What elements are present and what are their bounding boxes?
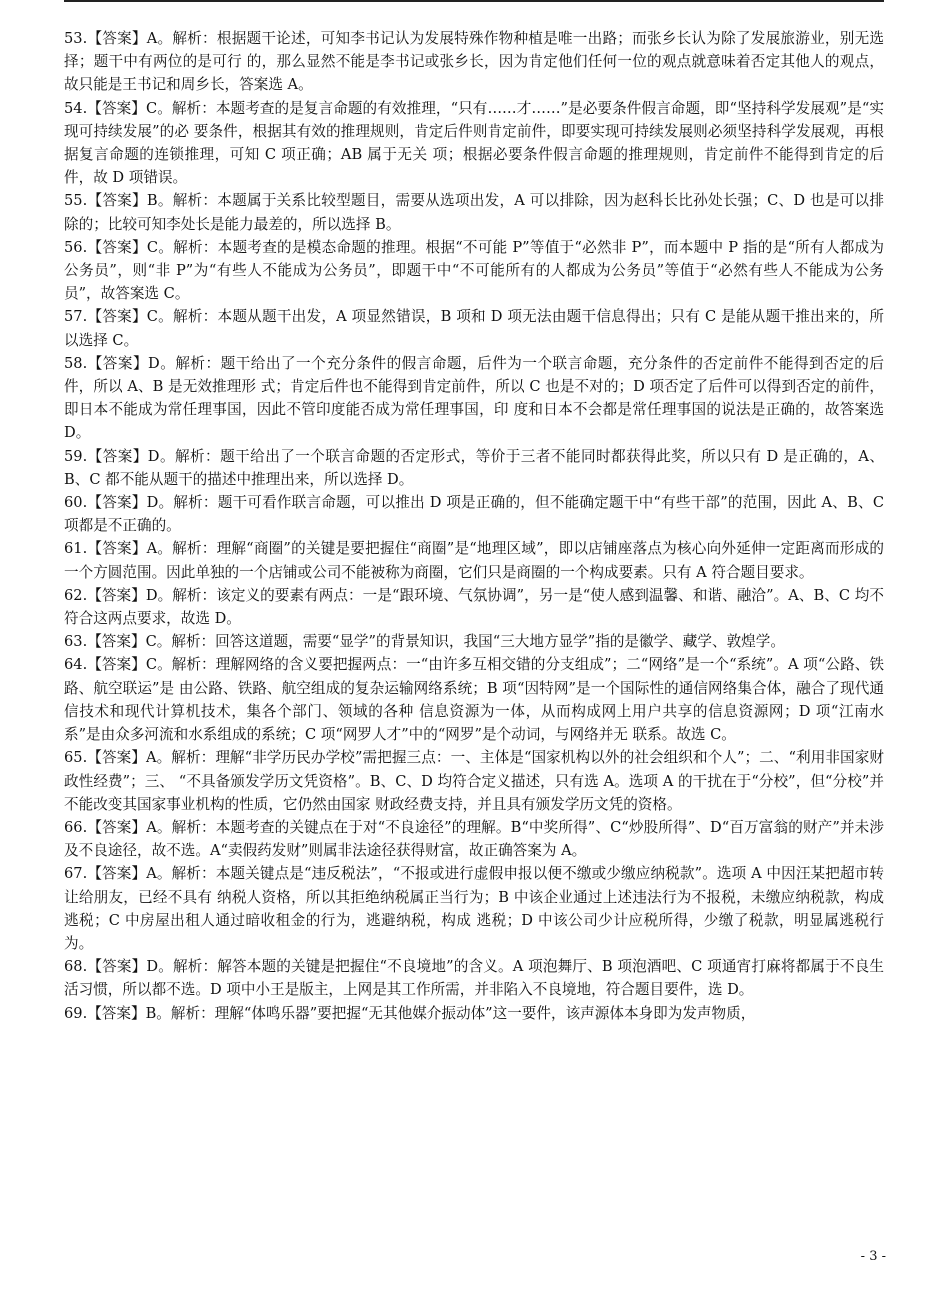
answer-63: 63.【答案】C。解析：回答这道题，需要“显学”的背景知识，我国“三大地方显学”指的是徽学、藏学、敦煌学。 [64, 633, 785, 651]
answer-68: 68.【答案】D。解析：解答本题的关键是把握住“不良境地”的含义。A 项泡舞厅、B 项泡酒吧、C 项通宵打麻将都属于不良生活习惯，所以都不选。D 项中小王是版主，上网是其工作所需，并非陷入不良境地，符合题目要件，选 D。 [64, 958, 884, 999]
answer-65: 65.【答案】A。解析：理解“非学历民办学校”需把握三点：一、主体是“国家机构以外的社会组织和个人”；二、“利用非国家财政性经费”；三、 “不具备颁发学历文凭资格”。B、C、D 均符合定义描述，只有选 A。选项 A 的干扰在于“分校”，但“分校”并不能改变其国家事业机构的性质，它仍然由国家 财政经费支持，并且具有颁发学历文凭的资格。 [64, 749, 884, 813]
answer-67: 67.【答案】A。解析：本题关键点是“违反税法”，“不报或进行虚假申报以便不缴或少缴应纳税款”。选项 A 中因汪某把超市转让给朋友，已经不具有 纳税人资格，所以其拒绝纳税属正当行为；B 中该企业通过上述违法行为不报税，未缴应纳税款，构成逃税；C 中房屋出租人通过暗收租金的行为，逃避纳税，构成 逃税；D 中该公司少计应税所得，少缴了税款，明显属逃税行为。 [64, 865, 884, 952]
answer-69: 69.【答案】B。解析：理解“体鸣乐器”要把握“无其他媒介振动体”这一要件，该声源体本身即为发声物质， [64, 1004, 756, 1022]
answer-57: 57.【答案】C。解析：本题从题干出发，A 项显然错误，B 项和 D 项无法由题干信息得出；只有 C 是能从题干推出来的，所以选择 C。 [64, 308, 884, 349]
answer-60: 60.【答案】D。解析：题干可看作联言命题，可以推出 D 项是正确的，但不能确定题干中“有些干部”的范围，因此 A、B、C 项都是不正确的。 [64, 494, 884, 535]
answer-54: 54.【答案】C。解析：本题考查的是复言命题的有效推理，“只有……才……”是必要条件假言命题，即“坚持科学发展观”是“实现可持续发展”的必 要条件，根据其有效的推理规则，肯定后件则肯定前件，即要实现可持续发展则必须坚持科学发展观，再根据复言命题的连锁推理，可知 C 项正确；AB 属于无关 项；根据必要条件假言命题的推理规则，肯定前件不能得到肯定的后件，故 D 项错误。 [64, 99, 884, 187]
page-number: - 3 - [860, 1249, 886, 1264]
answer-64: 64.【答案】C。解析：理解网络的含义要把握两点：一“由许多互相交错的分支组成”；二“网络”是一个“系统”。A 项“公路、铁路、航空联运”是 由公路、铁路、航空组成的复杂运输网络系统；B 项“因特网”是一个国际性的通信网络集合体，融合了现代通信技术和现代计算机技术，集各个部门、领域的各种 信息资源为一体，从而构成网上用户共享的信息资源网；D 项“江南水系”是由众多河流和水系组成的系统；C 项“网罗人才”中的“网罗”是个动词，与网络并无 联系。故选 C。 [64, 656, 884, 744]
answer-66: 66.【答案】A。解析：本题考查的关键点在于对“不良途径”的理解。B“中奖所得”、C“炒股所得”、D“百万富翁的财产”并未涉及不良途径，故不选。A“卖假药发财”则属非法途径获得财富，故正确答案为 A。 [64, 818, 884, 860]
answer-61: 61.【答案】A。解析：理解“商圈”的关键是要把握住“商圈”是“地理区域”，即以店铺座落点为核心向外延伸一定距离而形成的一个方圆范围。因此单独的一个店铺或公司不能被称为商圈，它们只是商圈的一个构成要素。只有 A 符合题目要求。 [64, 540, 884, 581]
answer-58: 58.【答案】D。解析：题干给出了一个充分条件的假言命题，后件为一个联言命题，充分条件的否定前件不能得到否定的后件，所以 A、B 是无效推理形 式；肯定后件也不能得到肯定前件，所以 C 也是不对的；D 项否定了后件可以得到否定的前件，即日本不能成为常任理事国，因此不管印度能否成为常任理事国，印 度和日本不会都是常任理事国的说法是正确的，故答案选 D。 [64, 354, 884, 442]
answer-55: 55.【答案】B。解析：本题属于关系比较型题目，需要从选项出发，A 可以排除，因为赵科长比孙处长强；C、D 也是可以排除的；比较可知李处长是能力最差的，所以选择 B。 [64, 192, 884, 233]
answer-explanations [64, 27, 884, 1025]
answer-62: 62.【答案】D。解析：该定义的要素有两点：一是“跟环境、气氛协调”，另一是“使人感到温馨、和谐、融洽”。A、B、C 均不符合这两点要求，故选 D。 [64, 586, 884, 628]
header-rule [64, 0, 884, 2]
answer-53: 53.【答案】A。解析：根据题干论述，可知李书记认为发展特殊作物种植是唯一出路；而张乡长认为除了发展旅游业，别无选择；题干中有两位的是可行 的，那么显然不能是李书记或张乡长，因为肯定他们任何一位的观点就意味着否定其他人的观点，故只能是王书记和周乡长，答案选 A。 [64, 30, 884, 94]
answer-56: 56.【答案】C。解析：本题考查的是模态命题的推理。根据“不可能 P”等值于“必然非 P”，而本题中 P 指的是“所有人都成为公务员”，则“非 P”为“有些人不能成为公务员”，即题干中“不可能所有的人都成为公务员”等值于“必然有些人不能成为公务员”，故答案选 C。 [64, 238, 884, 303]
answer-59: 59.【答案】D。解析：题干给出了一个联言命题的否定形式，等价于三者不能同时都获得此奖，所以只有 D 是正确的，A、B、C 都不能从题干的描述中推理出来，所以选择 D。 [64, 447, 884, 488]
